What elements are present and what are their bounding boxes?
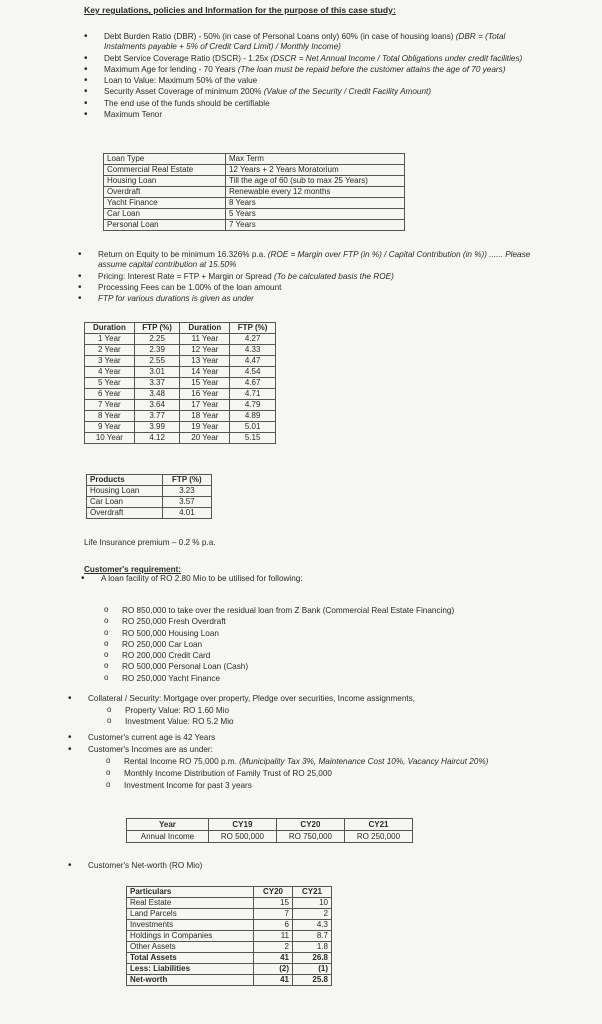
facility-item: o RO 200,000 Credit Card <box>122 651 542 661</box>
table-cell: Renewable every 12 months <box>226 187 405 198</box>
collateral-sub-list <box>125 706 425 728</box>
reg-note: (DSCR = Net Annual Income / Total Obligations under credit facilities) <box>270 53 523 63</box>
collateral-list <box>88 694 548 704</box>
reg-item <box>98 294 538 304</box>
table-header-cell: Products <box>87 475 163 486</box>
table-cell: Other Assets <box>127 942 254 953</box>
reg-item <box>104 99 529 109</box>
facility-intro: • A loan facility of RO 2.80 Mio to be utilised for following: <box>101 574 521 584</box>
reg-text: Debt Burden Ratio (DBR) - 50% (in case of Personal Loans only) 60% (in case of housing loans) <box>104 32 456 41</box>
facility-item: o RO 250,000 Fresh Overdraft <box>122 617 542 627</box>
reg-text: Pricing: Interest Rate = FTP + Margin or Spread <box>98 271 274 281</box>
table-cell: 4.67 <box>230 378 276 389</box>
table-cell: (2) <box>254 964 293 975</box>
table-cell: 4.27 <box>230 334 276 345</box>
table-header-cell: Year <box>127 819 209 831</box>
table-cell: 2.25 <box>134 334 180 345</box>
annual-income-table <box>126 818 413 843</box>
reg-text: Security Asset Coverage of minimum 200% <box>104 87 264 97</box>
table-cell: 1 Year <box>85 334 135 345</box>
table-cell: RO 250,000 <box>344 831 412 843</box>
table-header-row <box>127 819 413 831</box>
reg-note: (To be calculated basis the ROE) <box>273 271 394 281</box>
table-header-cell: FTP (%) <box>162 475 211 486</box>
table-row <box>85 367 276 378</box>
table-row <box>127 953 332 964</box>
table-cell: Holdings in Companies <box>127 931 254 942</box>
table-cell: Car Loan <box>104 209 226 220</box>
table-cell: 25.8 <box>293 975 332 986</box>
table-row <box>85 422 276 433</box>
reg-text: Maximum Age for lending - 70 Years <box>104 64 238 74</box>
income-text: Rental Income RO 75,000 p.m. <box>124 757 240 766</box>
facility-item: o RO 500,000 Personal Loan (Cash) <box>122 662 542 672</box>
reg-item <box>104 32 529 53</box>
reg-item <box>98 250 538 271</box>
table-row <box>127 931 332 942</box>
table-row <box>85 411 276 422</box>
reg-note: FTP for various durations is given as under <box>98 294 254 303</box>
page-title: Key regulations, policies and Information for the purpose of this case study: <box>84 5 396 15</box>
table-header-row <box>85 323 276 334</box>
facility-item: o RO 850,000 to take over the residual loan from Z Bank (Commercial Real Estate Financing) <box>122 606 542 616</box>
table-cell: Total Assets <box>127 953 254 964</box>
collateral-item: • Collateral / Security: Mortgage over property, Pledge over securities, Income assignments, <box>88 694 548 704</box>
reg-item <box>104 65 529 75</box>
table-cell: Overdraft <box>104 187 226 198</box>
collateral-sub-item: o Investment Value: RO 5.2 Mio <box>125 717 425 727</box>
table-cell: 8 Years <box>226 198 405 209</box>
table-cell: RO 500,000 <box>208 831 276 843</box>
table-cell: Housing Loan <box>87 486 163 497</box>
table-row <box>127 975 332 986</box>
table-cell: 3.23 <box>162 486 211 497</box>
table-cell: 2 <box>293 909 332 920</box>
table-cell: Less: Liabilities <box>127 964 254 975</box>
table-row <box>85 356 276 367</box>
table-cell: 11 Year <box>180 334 230 345</box>
networth-heading: • Customer's Net-worth (RO Mio) <box>88 861 388 871</box>
table-header-row <box>127 887 332 898</box>
table-cell: Housing Loan <box>104 176 226 187</box>
table-cell: 4.01 <box>162 508 211 519</box>
reg-note: (DBR = (Total Instalments payable + 5% of Credit Card Limit) / Monthly Income) <box>104 32 506 52</box>
facility-items-list <box>122 606 542 684</box>
income-item <box>124 769 554 779</box>
table-cell: 5.01 <box>230 422 276 433</box>
reg-text: The end use of the funds should be certifiable <box>104 98 270 108</box>
table-cell: Car Loan <box>87 497 163 508</box>
table-cell: 16 Year <box>180 389 230 400</box>
table-cell: 18 Year <box>180 411 230 422</box>
table-row <box>127 942 332 953</box>
customer-requirement-heading: Customer's requirement: <box>84 565 182 574</box>
table-row <box>127 920 332 931</box>
pricing-list <box>98 250 538 304</box>
networth-table <box>126 886 332 986</box>
table-cell: Net-worth <box>127 975 254 986</box>
table-cell: RO 750,000 <box>276 831 344 843</box>
table-header-cell: Particulars <box>127 887 254 898</box>
table-cell: 4.12 <box>134 433 180 444</box>
table-cell: 3.48 <box>134 389 180 400</box>
ftp-duration-table <box>84 322 276 444</box>
table-header-cell: CY21 <box>344 819 412 831</box>
table-cell: 4.79 <box>230 400 276 411</box>
table-header-cell: FTP (%) <box>230 323 276 334</box>
table-cell: 11 <box>254 931 293 942</box>
facility-item: o RO 500,000 Housing Loan <box>122 629 542 639</box>
table-row <box>104 165 405 176</box>
table-cell: 15 <box>254 898 293 909</box>
table-cell: 2 Year <box>85 345 135 356</box>
table-row <box>104 176 405 187</box>
table-cell: 4.71 <box>230 389 276 400</box>
table-cell: 17 Year <box>180 400 230 411</box>
table-cell: 3.99 <box>134 422 180 433</box>
reg-note: (Value of the Security / Credit Facility Amount) <box>263 87 432 97</box>
table-cell: 4.89 <box>230 411 276 422</box>
table-cell: Land Parcels <box>127 909 254 920</box>
table-cell: 3 Year <box>85 356 135 367</box>
table-cell: 10 <box>293 898 332 909</box>
table-cell: 6 Year <box>85 389 135 400</box>
table-cell: 41 <box>254 975 293 986</box>
table-header-row <box>104 154 405 165</box>
table-cell: 3.01 <box>134 367 180 378</box>
table-cell: Personal Loan <box>104 220 226 231</box>
facility-intro-list <box>101 574 521 584</box>
table-cell: 3.64 <box>134 400 180 411</box>
table-cell: 12 Year <box>180 345 230 356</box>
table-cell: Real Estate <box>127 898 254 909</box>
table-cell: Annual Income <box>127 831 209 843</box>
collateral-sub-item: o Property Value: RO 1.60 Mio <box>125 706 425 716</box>
table-cell: 19 Year <box>180 422 230 433</box>
reg-text: Maximum Tenor <box>104 109 163 119</box>
table-header-cell: CY20 <box>276 819 344 831</box>
table-cell: Overdraft <box>87 508 163 519</box>
table-cell: 5 Years <box>226 209 405 220</box>
table-row <box>104 220 405 231</box>
table-cell: 12 Years + 2 Years Moratorium <box>226 165 405 176</box>
table-cell: 26.8 <box>293 953 332 964</box>
table-cell: 3.77 <box>134 411 180 422</box>
table-cell: 2 <box>254 942 293 953</box>
reg-item <box>98 272 538 282</box>
table-cell: 3.37 <box>134 378 180 389</box>
table-cell: 8.7 <box>293 931 332 942</box>
table-cell: 10 Year <box>85 433 135 444</box>
table-cell: 9 Year <box>85 422 135 433</box>
table-row <box>87 486 212 497</box>
table-header-cell: FTP (%) <box>134 323 180 334</box>
table-header-row <box>87 475 212 486</box>
table-cell: 3.57 <box>162 497 211 508</box>
table-cell: 8 Year <box>85 411 135 422</box>
table-header-cell: Duration <box>180 323 230 334</box>
table-row <box>127 964 332 975</box>
table-cell: 4.33 <box>230 345 276 356</box>
table-cell: 4.47 <box>230 356 276 367</box>
customer-info-list <box>88 733 488 756</box>
table-row <box>104 198 405 209</box>
incomes-heading: • Customer's Incomes are as under: <box>88 745 488 755</box>
networth-list <box>88 861 388 871</box>
table-header-cell: CY19 <box>208 819 276 831</box>
table-cell: 7 Years <box>226 220 405 231</box>
table-row <box>104 187 405 198</box>
table-cell: 7 <box>254 909 293 920</box>
reg-item <box>104 76 529 86</box>
table-row <box>85 433 276 444</box>
table-cell: 4.54 <box>230 367 276 378</box>
life-insurance-text: Life Insurance premium – 0.2 % p.a. <box>84 538 216 547</box>
table-cell: Investments <box>127 920 254 931</box>
table-cell: 1.8 <box>293 942 332 953</box>
table-row <box>104 209 405 220</box>
table-header-cell: CY21 <box>293 887 332 898</box>
table-cell: (1) <box>293 964 332 975</box>
regulations-list <box>104 32 529 120</box>
table-cell: 41 <box>254 953 293 964</box>
table-cell: 20 Year <box>180 433 230 444</box>
table-row <box>87 497 212 508</box>
reg-item <box>104 87 529 97</box>
reg-item <box>104 54 529 64</box>
income-text: Monthly Income Distribution of Family Trust of RO 25,000 <box>124 769 332 779</box>
table-row <box>85 400 276 411</box>
customer-age: • Customer's current age is 42 Years <box>88 733 488 743</box>
facility-item: o RO 250,000 Yacht Finance <box>122 674 542 684</box>
table-cell: 2.55 <box>134 356 180 367</box>
table-cell: 13 Year <box>180 356 230 367</box>
table-row <box>85 389 276 400</box>
reg-note: (ROE = Margin over FTP (in %) / Capital Contribution (in %)) ...... Please assume capital contribution at 15.50% <box>98 250 531 270</box>
table-row <box>127 831 413 843</box>
income-note: (Municipality Tax 3%, Maintenance Cost 10%, Vacancy Haircut 20%) <box>239 757 489 766</box>
table-row <box>87 508 212 519</box>
table-header-cell: Duration <box>85 323 135 334</box>
table-cell: Commercial Real Estate <box>104 165 226 176</box>
table-cell: 4 Year <box>85 367 135 378</box>
table-cell: 15 Year <box>180 378 230 389</box>
reg-text: Loan to Value: Maximum 50% of the value <box>104 76 258 85</box>
table-cell: Till the age of 60 (sub to max 25 Years) <box>226 176 405 187</box>
income-list <box>124 757 554 791</box>
table-cell: 5 Year <box>85 378 135 389</box>
facility-item: o RO 250,000 Car Loan <box>122 640 542 650</box>
reg-item <box>98 283 538 293</box>
table-header-cell: Max Term <box>226 154 405 165</box>
income-text: Investment Income for past 3 years <box>124 780 252 790</box>
table-cell: 2.39 <box>134 345 180 356</box>
table-header-cell: Loan Type <box>104 154 226 165</box>
table-cell: 14 Year <box>180 367 230 378</box>
max-tenor-table <box>103 153 405 231</box>
table-row <box>127 909 332 920</box>
table-cell: Yacht Finance <box>104 198 226 209</box>
table-cell: 6 <box>254 920 293 931</box>
reg-note: (The loan must be repaid before the customer attains the age of 70 years) <box>237 64 506 74</box>
table-row <box>85 345 276 356</box>
reg-item <box>104 110 529 120</box>
table-row <box>85 334 276 345</box>
table-header-cell: CY20 <box>254 887 293 898</box>
income-item <box>124 781 554 791</box>
reg-text: Return on Equity to be minimum 16.326% p.a. <box>98 250 268 259</box>
table-row <box>127 898 332 909</box>
table-cell: 7 Year <box>85 400 135 411</box>
table-cell: 4.3 <box>293 920 332 931</box>
reg-text: Debt Service Coverage Ratio (DSCR) - 1.25x <box>104 53 271 63</box>
table-cell: 5.15 <box>230 433 276 444</box>
product-ftp-table <box>86 474 212 519</box>
income-item <box>124 757 554 767</box>
reg-text: Processing Fees can be 1.00% of the loan amount <box>98 282 282 292</box>
table-row <box>85 378 276 389</box>
